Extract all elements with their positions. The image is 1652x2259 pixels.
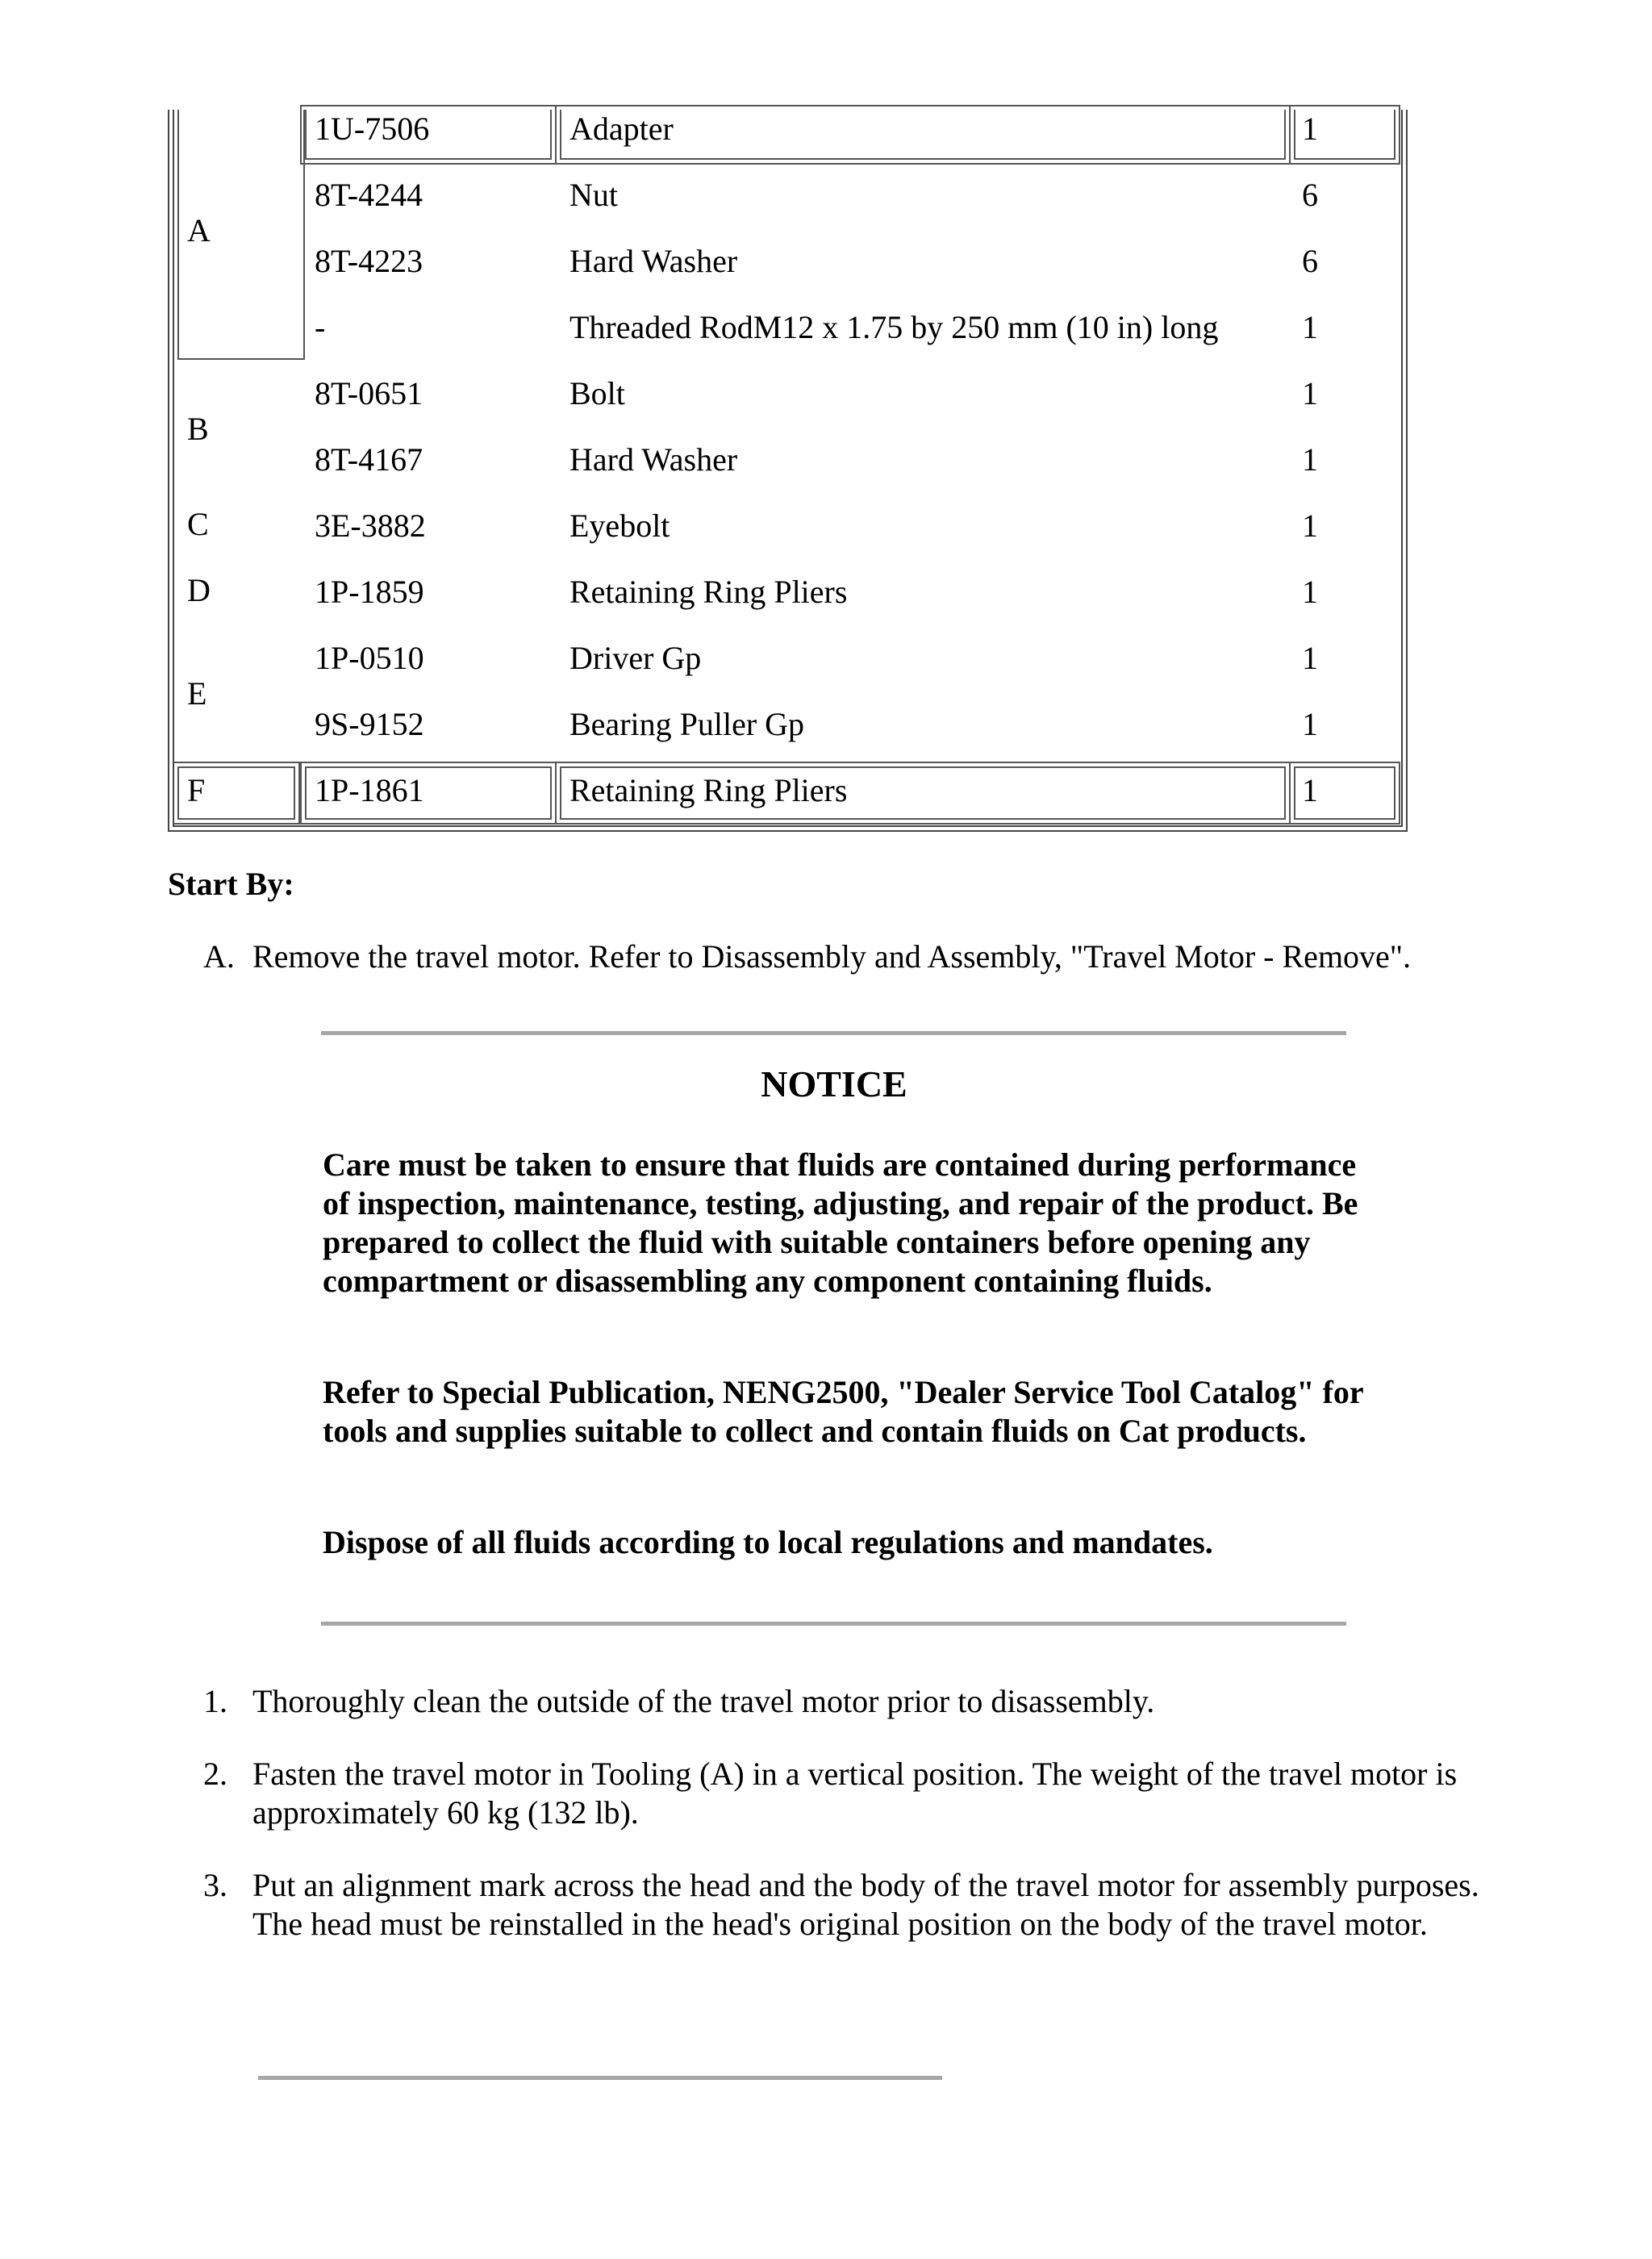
tool-label: F <box>187 772 206 808</box>
part-description: Retaining Ring Pliers <box>569 574 848 610</box>
start-by-marker: A. <box>203 938 235 975</box>
start-by-heading: Start By: <box>168 866 294 902</box>
part-number: 8T-4244 <box>315 177 423 213</box>
part-qty: 6 <box>1302 177 1318 213</box>
part-description: Hard Washer <box>569 441 738 478</box>
step-text: Fasten the travel motor in Tooling (A) in a vertical position. The weight of the travel motor is approximately 60 kg (132 lb). <box>252 1756 1458 1831</box>
notice-title: NOTICE <box>761 1063 907 1104</box>
tool-label: D <box>187 572 211 608</box>
notice-top-rule <box>321 1031 1346 1035</box>
notice-paragraph: Refer to Special Publication, NENG2500, "Dealer Service Tool Catalog" for tools and supplies suitable to collect and contain fluids on Cat products. <box>323 1374 1363 1449</box>
procedure-step <box>203 1866 1510 1944</box>
part-number: - <box>315 309 326 345</box>
part-description: Adapter <box>569 111 674 147</box>
part-number: 1U-7506 <box>315 111 430 147</box>
start-by-item <box>203 937 1411 976</box>
part-qty: 1 <box>1302 309 1318 345</box>
part-description: Retaining Ring Pliers <box>569 772 848 808</box>
step-number: 2. <box>203 1756 227 1792</box>
tool-label: C <box>187 506 209 542</box>
part-qty: 1 <box>1302 375 1318 411</box>
part-description: Hard Washer <box>569 243 738 279</box>
part-qty: 1 <box>1302 640 1318 676</box>
part-qty: 1 <box>1302 111 1318 147</box>
procedure-step <box>203 1755 1510 1832</box>
part-qty: 6 <box>1302 243 1318 279</box>
section-divider <box>258 2076 942 2080</box>
part-qty: 1 <box>1302 507 1318 544</box>
notice-paragraph: Dispose of all fluids according to local regulations and mandates. <box>323 1524 1213 1560</box>
step-text: Thoroughly clean the outside of the travel motor prior to disassembly. <box>252 1683 1155 1719</box>
part-number: 1P-0510 <box>315 640 424 676</box>
part-number: 1P-1861 <box>315 772 424 808</box>
part-number: 8T-0651 <box>315 375 423 411</box>
part-description: Bolt <box>569 375 625 411</box>
tool-label: E <box>187 675 207 712</box>
part-qty: 1 <box>1302 441 1318 478</box>
part-qty: 1 <box>1302 772 1318 808</box>
part-qty: 1 <box>1302 574 1318 610</box>
part-number: 8T-4223 <box>315 243 423 279</box>
notice-bottom-rule <box>321 1622 1346 1626</box>
start-by-text: Remove the travel motor. Refer to Disassembly and Assembly, "Travel Motor - Remove". <box>252 938 1412 975</box>
part-number: 8T-4167 <box>315 441 423 478</box>
tool-label: B <box>187 411 209 447</box>
part-number: 3E-3882 <box>315 507 426 544</box>
tooling-table <box>168 110 1408 832</box>
part-description: Threaded RodM12 x 1.75 by 250 mm (10 in) long <box>569 309 1219 345</box>
part-description: Bearing Puller Gp <box>569 706 805 742</box>
step-number: 1. <box>203 1683 227 1719</box>
notice-paragraph: Care must be taken to ensure that fluids are contained during performance of inspection, maintenance, testing, adjusting, and repair of the product. Be prepared to collect the fluid with suitable containers before opening any compartment or disassembling any component containing fluids. <box>323 1146 1358 1299</box>
step-number: 3. <box>203 1867 227 1903</box>
part-description: Driver Gp <box>569 640 702 676</box>
part-qty: 1 <box>1302 706 1318 742</box>
procedure-step <box>203 1682 1510 1721</box>
step-text: Put an alignment mark across the head and the body of the travel motor for assembly purposes. The head must be reinstalled in the head's original position on the body of the travel motor. <box>252 1867 1479 1942</box>
part-description: Nut <box>569 177 618 213</box>
part-number: 1P-1859 <box>315 574 424 610</box>
part-number: 9S-9152 <box>315 706 424 742</box>
part-description: Eyebolt <box>569 507 670 544</box>
procedure-steps <box>203 1682 1510 1977</box>
tool-label: A <box>187 212 211 248</box>
